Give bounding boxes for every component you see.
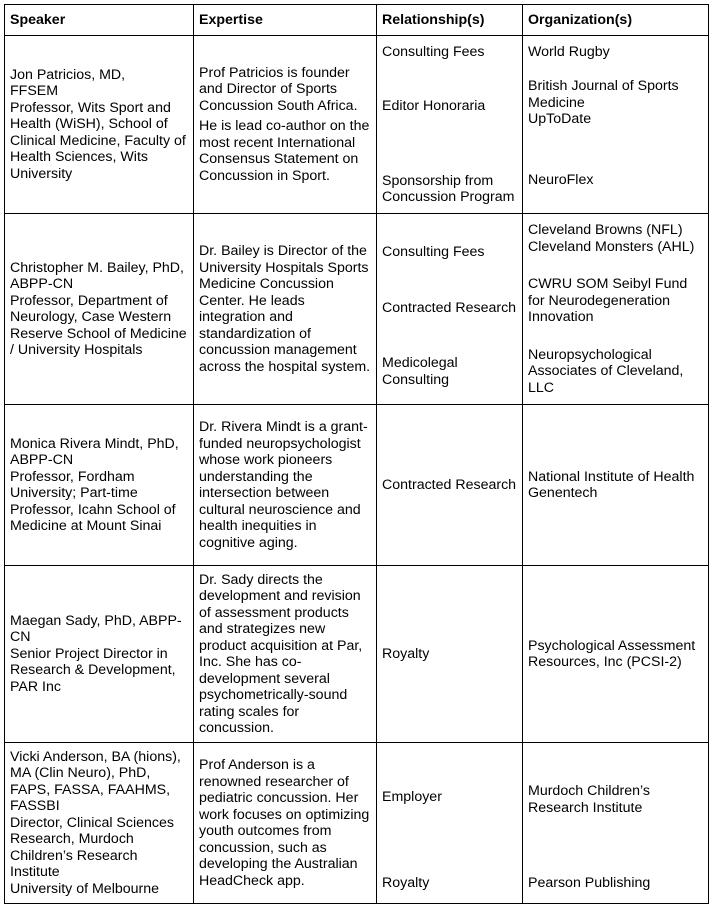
speaker-line: Professor, Department of Neurology, Case Western Reserve School of Medicine / University Hospitals — [10, 292, 187, 358]
speaker-line: Christopher M. Bailey, PhD, ABPP-CN — [10, 259, 184, 292]
expertise-cell — [194, 405, 377, 566]
relationship-item: Medicolegal Consulting — [382, 355, 458, 388]
relationship-item: Royalty — [382, 645, 430, 662]
organization-item: Cleveland Browns (NFL) — [528, 222, 683, 238]
expertise-text: Dr. Rivera Mindt is a grant-funded neuropsychologist whose work pioneers understanding the intersection between cultural neuroscience and health inequities in cognitive aging. — [199, 419, 368, 551]
organization-cell — [523, 566, 709, 743]
organization-item: World Rugby — [528, 43, 610, 60]
table-row — [5, 405, 709, 566]
table-row — [5, 743, 709, 904]
organization-item: Murdoch Children’s Research Institute — [528, 783, 650, 816]
relationship-item: Royalty — [382, 874, 430, 891]
organization-item: UpToDate — [528, 111, 592, 128]
expertise-cell — [194, 36, 377, 214]
relationship-item: Contracted Research — [382, 476, 517, 493]
relationship-item: Contracted Research — [382, 299, 517, 316]
speaker-cell — [5, 36, 194, 214]
relationship-cell — [377, 743, 523, 904]
speaker-line: University of Melbourne — [10, 880, 160, 897]
header-row — [5, 5, 709, 36]
relationship-cell — [377, 214, 523, 405]
speaker-line: FFSEM — [10, 83, 59, 100]
speaker-cell — [5, 566, 194, 743]
speaker-cell — [5, 214, 194, 405]
speaker-line: Senior Project Director in Research & Development, PAR Inc — [10, 645, 176, 695]
speaker-cell — [5, 743, 194, 904]
organization-cell — [523, 405, 709, 566]
organization-item: CWRU SOM Seibyl Fund for Neurodegeneration Innovation — [528, 276, 688, 325]
organization-cell — [523, 743, 709, 904]
speaker-line: Jon Patricios, MD, — [10, 66, 126, 83]
disclosure-table — [4, 4, 709, 904]
table-row — [5, 214, 709, 405]
expertise-text: Dr. Sady directs the development and revision of assessment products and strategizes new product acquisition at Par, Inc. She has co-development several psychometrically-sound rating scales for concussion. — [199, 571, 363, 736]
organization-item: National Institute of Health — [528, 468, 695, 485]
relationship-item: Sponsorship from Concussion Program — [382, 172, 515, 205]
relationship-item: Consulting Fees — [382, 244, 485, 260]
expertise-text: Dr. Bailey is Director of the University Hospitals Sports Medicine Concussion Center. He leads integration and standardization of concussion management across the hospital system. — [199, 243, 371, 375]
organization-item: Genentech — [528, 485, 598, 501]
relationship-cell — [377, 405, 523, 566]
expertise-cell — [194, 566, 377, 743]
organization-cell — [523, 214, 709, 405]
speaker-line: Maegan Sady, PhD, ABPP-CN — [10, 612, 182, 646]
organization-item: Cleveland Monsters (AHL) — [528, 238, 695, 255]
relationship-item: Employer — [382, 789, 442, 805]
header-speaker: Speaker — [5, 5, 194, 36]
relationship-item: Editor Honoraria — [382, 98, 486, 114]
speaker-line: Professor, Wits Sport and Health (WiSH), School of Clinical Medicine, Faculty of Health Sciences, Wits University — [10, 99, 186, 182]
header-relationships: Relationship(s) — [377, 5, 523, 36]
organization-item: NeuroFlex — [528, 172, 594, 188]
organization-item: British Journal of Sports Medicine — [528, 78, 679, 111]
relationship-cell — [377, 36, 523, 214]
organization-item: Psychological Assessment Resources, Inc (PCSI-2) — [528, 637, 696, 670]
relationship-item: Consulting Fees — [382, 43, 485, 60]
expertise-text: He is lead co-author on the most recent International Consensus Statement on Concussion in Sport. — [199, 118, 370, 184]
organization-item: Neuropsychological Associates of Cleveland, LLC — [528, 346, 684, 396]
expertise-text: Prof Anderson is a renowned researcher of pediatric concussion. Her work focuses on optimizing youth outcomes from concussion, such as developing the Australian HeadCheck app. — [199, 757, 370, 889]
header-organizations: Organization(s) — [523, 5, 709, 36]
expertise-cell — [194, 743, 377, 904]
speaker-line: Director, Clinical Sciences Research, Murdoch Children’s Research Institute — [10, 814, 175, 881]
relationship-cell — [377, 566, 523, 743]
organization-cell — [523, 36, 709, 214]
speaker-line: Professor, Fordham University; Part-time Professor, Icahn School of Medicine at Mount Sinai — [10, 468, 176, 534]
speaker-line: Monica Rivera Mindt, PhD, ABPP-CN — [10, 435, 179, 468]
speaker-line: Vicki Anderson, BA (hions), MA (Clin Neuro), PhD, FAPS, FASSA, FAAHMS, FASSBI — [10, 748, 181, 815]
organization-item: Pearson Publishing — [528, 874, 651, 891]
expertise-text: Prof Patricios is founder and Director of Sports Concussion South Africa. — [199, 64, 358, 114]
expertise-cell — [194, 214, 377, 405]
speaker-cell — [5, 405, 194, 566]
table-row — [5, 566, 709, 743]
header-expertise: Expertise — [194, 5, 377, 36]
table-row — [5, 36, 709, 214]
